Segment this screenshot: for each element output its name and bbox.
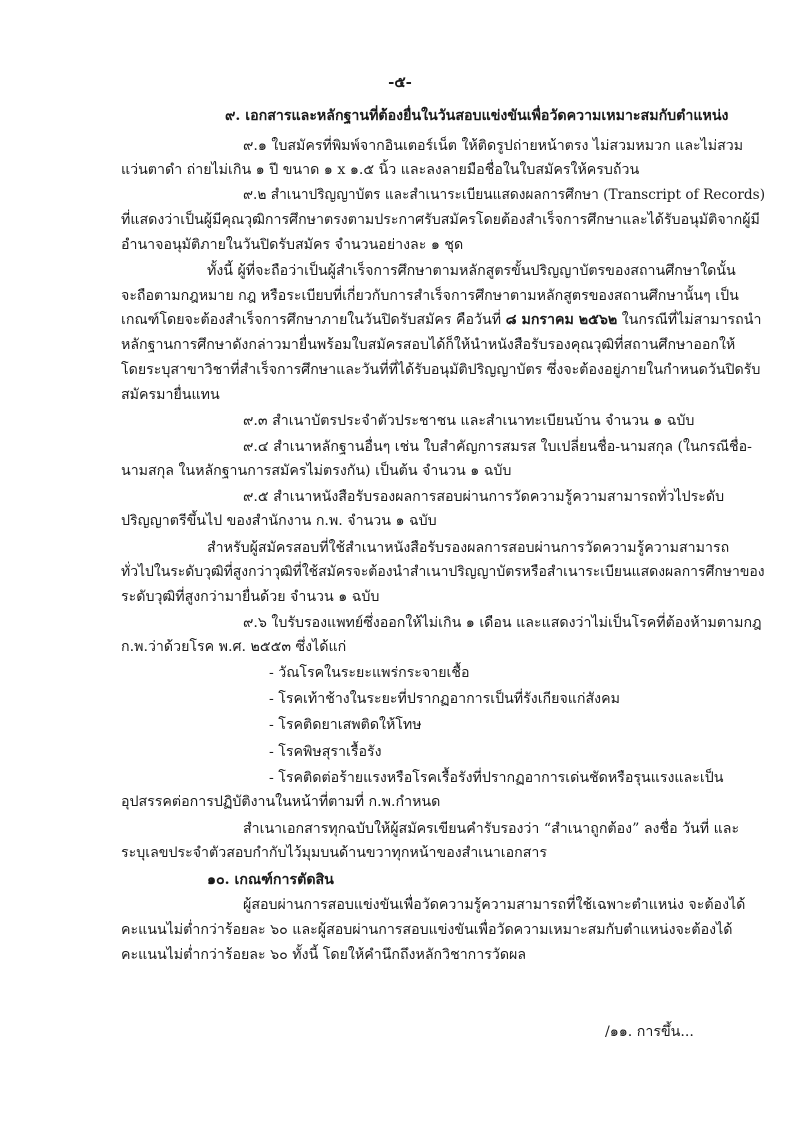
- copies-note-line: ระบุเลขประจำตัวสอบกำกับไว้มุมบนด้านขวาทุกหน้าของสำเนาเอกสาร: [121, 845, 548, 861]
- closing-date-tail: ในกรณีที่ไม่สามารถนำ: [621, 312, 762, 328]
- paragraph-9-5-note-line: สำหรับผู้สมัครสอบที่ใช้สำเนาหนังสือรับรองผลการสอบผ่านการวัดความรู้ความสามารถ: [207, 540, 730, 556]
- paragraph-9-2-line: ที่แสดงว่าเป็นผู้มีคุณวุฒิการศึกษาตรงตามประกาศรับสมัครโดยต้องสำเร็จการศึกษาและได้รับอนุมัติจากผู้มี: [121, 212, 760, 228]
- paragraph-9-1-line: แว่นตาดำ ถ่ายไม่เกิน ๑ ปี ขนาด ๑ x ๑.๕ นิ้ว และลงลายมือชื่อในใบสมัครให้ครบถ้วน: [121, 162, 640, 178]
- page-number: -๕-: [388, 73, 412, 91]
- paragraph-9-3: ๙.๓ สำเนาบัตรประจำตัวประชาชน และสำเนาทะเบียนบ้าน จำนวน ๑ ฉบับ: [243, 413, 695, 429]
- paragraph-9-6-line: ก.พ.ว่าด้วยโรค พ.ศ. ๒๕๕๓ ซึ่งได้แก่: [121, 639, 347, 655]
- continuation-marker: /๑๑. การขึ้น...: [605, 1024, 694, 1040]
- paragraph-9-2-line: ๙.๒ สำเนาปริญญาบัตร และสำเนาระเบียนแสดงผลการศึกษา (Transcript of Records): [243, 187, 766, 203]
- paragraph-9-2-note-line: หลักฐานการศึกษาดังกล่าวมายื่นพร้อมใบสมัครสอบได้ก็ให้นำหนังสือรับรองคุณวุฒิที่สถานศึกษาออกให้: [121, 337, 736, 353]
- paragraph-9-5-line: ๙.๕ สำเนาหนังสือรับรองผลการสอบผ่านการวัดความรู้ความสามารถทั่วไประดับ: [243, 489, 725, 505]
- paragraph-9-2-line: อำนาจอนุมัติภายในวันปิดรับสมัคร จำนวนอย่างละ ๑ ชุด: [121, 237, 464, 253]
- section-10-body-line: คะแนนไม่ต่ำกว่าร้อยละ ๖๐ และผู้สอบผ่านการสอบแข่งขันเพื่อวัดความเหมาะสมกับตำแหน่งจะต้องได้: [121, 922, 733, 938]
- paragraph-9-5-note-line: ทั่วไปในระดับวุฒิที่สูงกว่าวุฒิที่ใช้สมัครจะต้องนำสำเนาปริญญาบัตรหรือสำเนาระเบียนแสดงผลการศึกษาของ: [121, 564, 765, 580]
- copies-note-line: สำเนาเอกสารทุกฉบับให้ผู้สมัครเขียนคำรับรองว่า “สำเนาถูกต้อง” ลงชื่อ วันที่ และ: [243, 821, 740, 837]
- paragraph-9-1-line: ๙.๑ ใบสมัครที่พิมพ์จากอินเตอร์เน็ต ให้ติดรูปถ่ายหน้าตรง ไม่สวมหมวก และไม่สวม: [243, 138, 744, 154]
- disease-list-item: - โรคพิษสุราเรื้อรัง: [269, 744, 382, 760]
- paragraph-9-4-line: นามสกุล ในหลักฐานการสมัครไม่ตรงกัน) เป็นต้น จำนวน ๑ ฉบับ: [121, 463, 512, 479]
- section-10-heading: ๑๐. เกณฑ์การตัดสิน: [207, 872, 334, 888]
- disease-list-item: - วัณโรคในระยะแพร่กระจายเชื้อ: [269, 665, 470, 681]
- section-10-body-line: คะแนนไม่ต่ำกว่าร้อยละ ๖๐ ทั้งนี้ โดยให้คำนึกถึงหลักวิชาการวัดผล: [121, 947, 527, 963]
- paragraph-9-2-note-line: จะถือตามกฎหมาย กฎ หรือระเบียบที่เกี่ยวกับการสำเร็จการศึกษาตามหลักสูตรของสถานศึกษานั้นๆ เป็น: [121, 288, 739, 304]
- paragraph-9-4-line: ๙.๔ สำเนาหลักฐานอื่นๆ เช่น ใบสำคัญการสมรส ใบเปลี่ยนชื่อ-นามสกุล (ในกรณีชื่อ-: [243, 439, 752, 455]
- disease-list-item: - โรคเท้าช้างในระยะที่ปรากฏอาการเป็นที่รังเกียจแก่สังคม: [269, 691, 620, 707]
- paragraph-9-2-note-line: สมัครมายื่นแทน: [121, 387, 220, 403]
- paragraph-9-2-note-line: [121, 311, 761, 329]
- section-9-heading: ๙. เอกสารและหลักฐานที่ต้องยื่นในวันสอบแข่งขันเพื่อวัดความเหมาะสมกับตำแหน่ง: [225, 108, 729, 124]
- paragraph-9-2-note-line: ทั้งนี้ ผู้ที่จะถือว่าเป็นผู้สำเร็จการศึกษาตามหลักสูตรขั้นปริญญาบัตรของสถานศึกษาใดนั้น: [207, 263, 736, 279]
- section-10-body-line: ผู้สอบผ่านการสอบแข่งขันเพื่อวัดความรู้ความสามารถที่ใช้เฉพาะตำแหน่ง จะต้องได้: [243, 897, 746, 913]
- paragraph-9-2-note-line: โดยระบุสาขาวิชาที่สำเร็จการศึกษาและวันที่ที่ได้รับอนุมัติปริญญาบัตร ซึ่งจะต้องอยู่ภายในกำหนดวันปิดรับ: [121, 362, 761, 378]
- closing-date-lead: เกณฑ์โดยจะต้องสำเร็จการศึกษาภายในวันปิดรับสมัคร คือวันที่: [121, 312, 502, 328]
- disease-list-item: - โรคติดยาเสพติดให้โทษ: [269, 717, 422, 733]
- paragraph-9-5-note-line: ระดับวุฒิที่สูงกว่ามายื่นด้วย จำนวน ๑ ฉบับ: [121, 589, 380, 605]
- paragraph-9-6-line: ๙.๖ ใบรับรองแพทย์ซึ่งออกให้ไม่เกิน ๑ เดือน และแสดงว่าไม่เป็นโรคที่ต้องห้ามตามกฎ: [243, 615, 762, 631]
- paragraph-9-5-line: ปริญญาตรีขึ้นไป ของสำนักงาน ก.พ. จำนวน ๑ ฉบับ: [121, 513, 437, 529]
- disease-list-item: - โรคติดต่อร้ายแรงหรือโรคเรื้อรังที่ปรากฏอาการเด่นชัดหรือรุนแรงและเป็น: [269, 770, 724, 786]
- disease-list-continuation: อุปสรรคต่อการปฏิบัติงานในหน้าที่ตามที่ ก.พ.กำหนด: [121, 794, 441, 810]
- closing-date: ๘ มกราคม ๒๕๖๒: [505, 312, 618, 328]
